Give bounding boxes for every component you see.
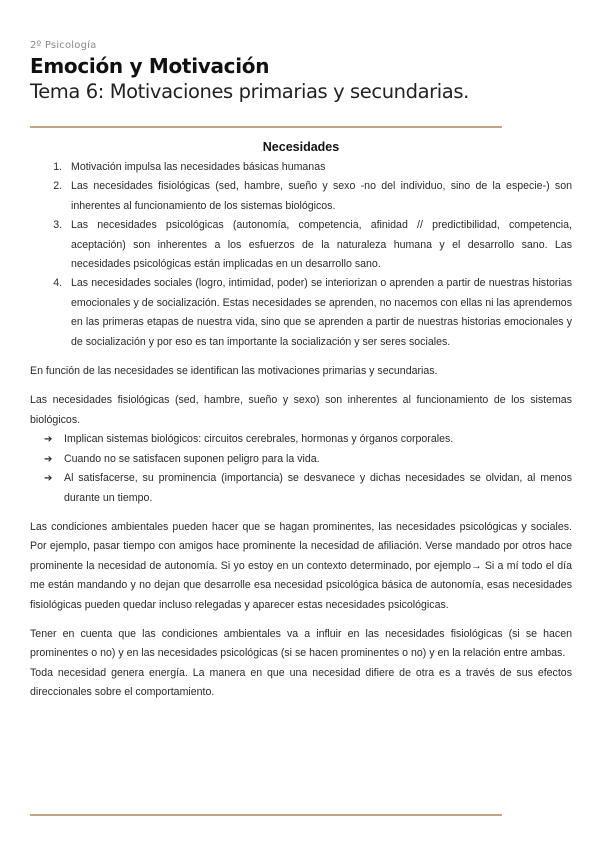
arrow-icon: ➔	[44, 434, 53, 446]
needs-list	[30, 158, 572, 352]
paragraph-energy: Toda necesidad genera energía. La manera en que una necesidad difiere de otra es a través de sus efectos direccionales sobre el comportamiento.	[30, 666, 572, 699]
list-item: 4. Las necesidades sociales (logro, intimidad, poder) se interiorizan o aprenden a partir de nuestras historias emocionales y de socialización. Estas necesidades se aprenden, no nacemos con ellas ni las aprendemos en las primeras etapas de nuestra vida, sino que se aprenden a partir de nuestras historias emocionales y de socialización y por eso es tan importante la socialización y ser seres sociales.	[65, 274, 572, 352]
list-item: 2. Las necesidades fisiológicas (sed, hambre, sueño y sexo -no del individuo, sino de la especie-) son inherentes al funcionamiento de los sistemas biológicos.	[65, 177, 572, 216]
document-body	[30, 137, 572, 703]
arrow-icon: ➔	[44, 473, 53, 485]
list-item: 3. Las necesidades psicológicas (autonomía, competencia, afinidad // predictibilidad, competencia, aceptación) son inherentes a los esfuerzos de la naturaleza humana y el desarrollo sano. Las necesidades psicológicas están implicadas en un desarrollo sano.	[65, 216, 572, 274]
list-item-text: Implican sistemas biológicos: circuitos cerebrales, hormonas y órganos corporales.	[64, 433, 454, 446]
paragraph-account: Tener en cuenta que las condiciones ambientales va a influir en las necesidades fisiológicas (si se hacen prominentes o no) y en las necesidades psicológicas (si se hacen prominentes o no) y en la relación entre ambas.	[30, 627, 572, 660]
arrow-list	[30, 430, 572, 508]
topic-title: Tema 6: Motivaciones primarias y secundarias.	[30, 80, 469, 103]
list-item	[44, 469, 572, 508]
list-item-text: Cuando no se satisfacen suponen peligro para la vida.	[64, 452, 320, 465]
arrow-icon: ➔	[44, 453, 53, 465]
paragraph-function: En función de las necesidades se identifican las motivaciones primarias y secundarias.	[30, 365, 438, 378]
course-label: 2º Psicología	[30, 40, 97, 51]
header-divider	[30, 126, 502, 128]
subject-title: Emoción y Motivación	[30, 54, 270, 78]
list-item	[44, 450, 572, 469]
list-item-text: Al satisfacerse, su prominencia (importancia) se desvanece y dichas necesidades se olvidan, al menos durante un tiempo.	[64, 472, 572, 504]
section-title: Necesidades	[262, 140, 340, 154]
list-item: 1. Motivación impulsa las necesidades básicas humanas	[65, 158, 572, 177]
paragraph-physiological: Las necesidades fisiológicas (sed, hambre, sueño y sexo) son inherentes al funcionamiento de los sistemas biológicos.	[30, 394, 572, 426]
paragraph-conditions: Las condiciones ambientales pueden hacer que se hagan prominentes, las necesidades psicológicas y sociales. Por ejemplo, pasar tiempo con amigos hace prominente la necesidad de afiliación. Verse mandado por otros hace prominente la necesidad de autonomía. Si yo estoy en un contexto determinado, por ejemplo→ Si a mí todo el día me están mandando y no dejan que desarrolle esa necesidad psicológica básica de autonomía, esas necesidades fisiológicas pueden quedar incluso relegadas y aparecer estas necesidades psicológicas.	[30, 520, 572, 611]
page-header	[30, 40, 570, 105]
list-item	[44, 430, 572, 449]
footer-divider	[30, 814, 502, 816]
